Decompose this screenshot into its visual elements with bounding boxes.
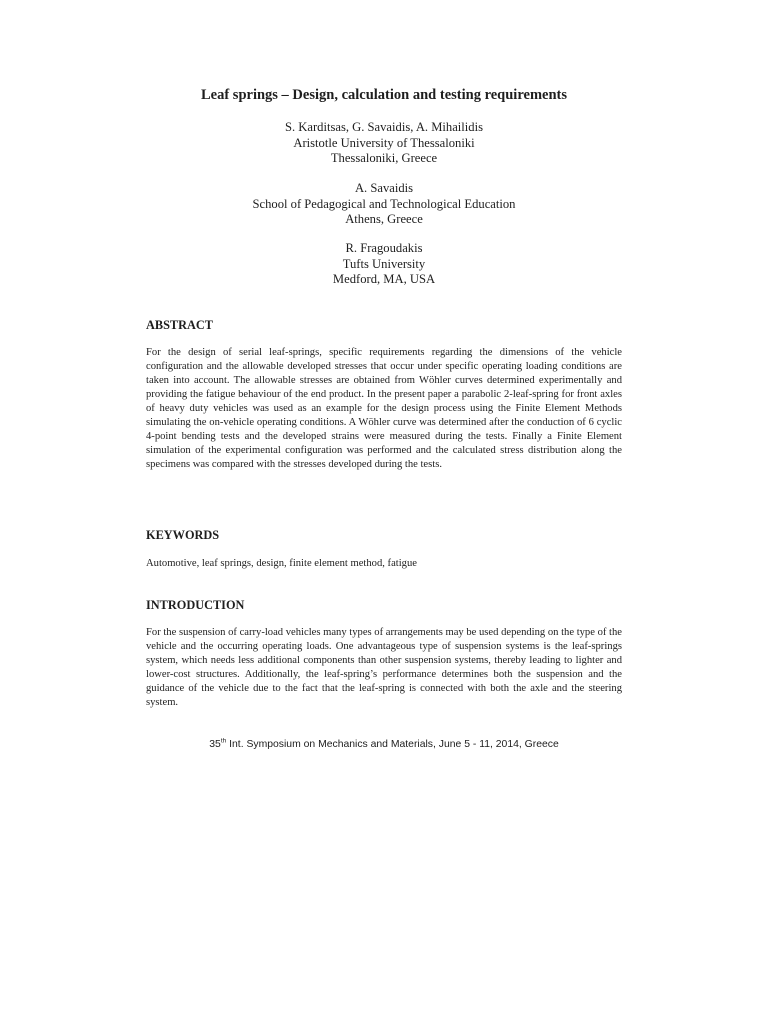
author-names: R. Fragoudakis bbox=[345, 241, 423, 255]
author-institution: School of Pedagogical and Technological Education bbox=[252, 196, 516, 211]
abstract-text: For the design of serial leaf-springs, specific requirements regarding the dimensions of the vehicle configuration and the allowable developed stresses that occur under specific operating loading conditions are taken into account. The allowable stresses are obtained from Wöhler curves determined experimentally and providing the fatigue behaviour of the end product. In the present paper a parabolic 2-leaf-spring for front axles of heavy duty vehicles was used as an example for the design process using the Finite Element Methods simulating the on-vehicle operating conditions. A Wöhler curve was determined after the conduction of 6 cyclic 4-point bending tests and the developed strains were measured during the tests. Finally a Finite Element simulation of the experimental configuration was performed and the calculated stress distribution along the specimens was compared with the stresses developed during the tests. bbox=[146, 347, 622, 470]
author-block-1 bbox=[0, 120, 768, 167]
author-names: S. Karditsas, G. Savaidis, A. Mihailidis bbox=[284, 120, 483, 134]
introduction-text: For the suspension of carry-load vehicles many types of arrangements may be used depending on the type of the vehicle and the occurring operating loads. One advantageous type of suspension systems is the leaf-springs system, which needs less additional components than other suspension systems, thereby leading to lighter and lower-cost structures. Additionally, the leaf-spring’s performance determines both the suspension and the guidance of the vehicle due to the fact that the leaf-spring is connected with both the axle and the steering system. bbox=[146, 627, 622, 708]
abstract-heading: ABSTRACT bbox=[146, 318, 213, 332]
author-institution: Aristotle University of Thessaloniki bbox=[293, 135, 475, 150]
author-institution: Tufts University bbox=[342, 256, 426, 271]
paper-title: Leaf springs – Design, calculation and testing requirements bbox=[200, 87, 567, 103]
author-block-2 bbox=[0, 181, 768, 228]
author-names: A. Savaidis bbox=[354, 181, 414, 195]
conference-footer bbox=[0, 738, 768, 751]
author-location: Athens, Greece bbox=[345, 212, 423, 226]
footer-number: 35 bbox=[209, 739, 221, 750]
footer-text: Int. Symposium on Mechanics and Materials, June 5 - 11, 2014, Greece bbox=[226, 739, 559, 750]
author-block-3 bbox=[0, 241, 768, 288]
keywords-text: Automotive, leaf springs, design, finite element method, fatigue bbox=[146, 558, 417, 569]
introduction-heading: INTRODUCTION bbox=[146, 598, 245, 612]
author-location: Thessaloniki, Greece bbox=[330, 151, 438, 165]
author-location: Medford, MA, USA bbox=[332, 272, 436, 286]
keywords-heading: KEYWORDS bbox=[146, 528, 220, 542]
footer-ordinal-suffix: th bbox=[220, 737, 227, 745]
